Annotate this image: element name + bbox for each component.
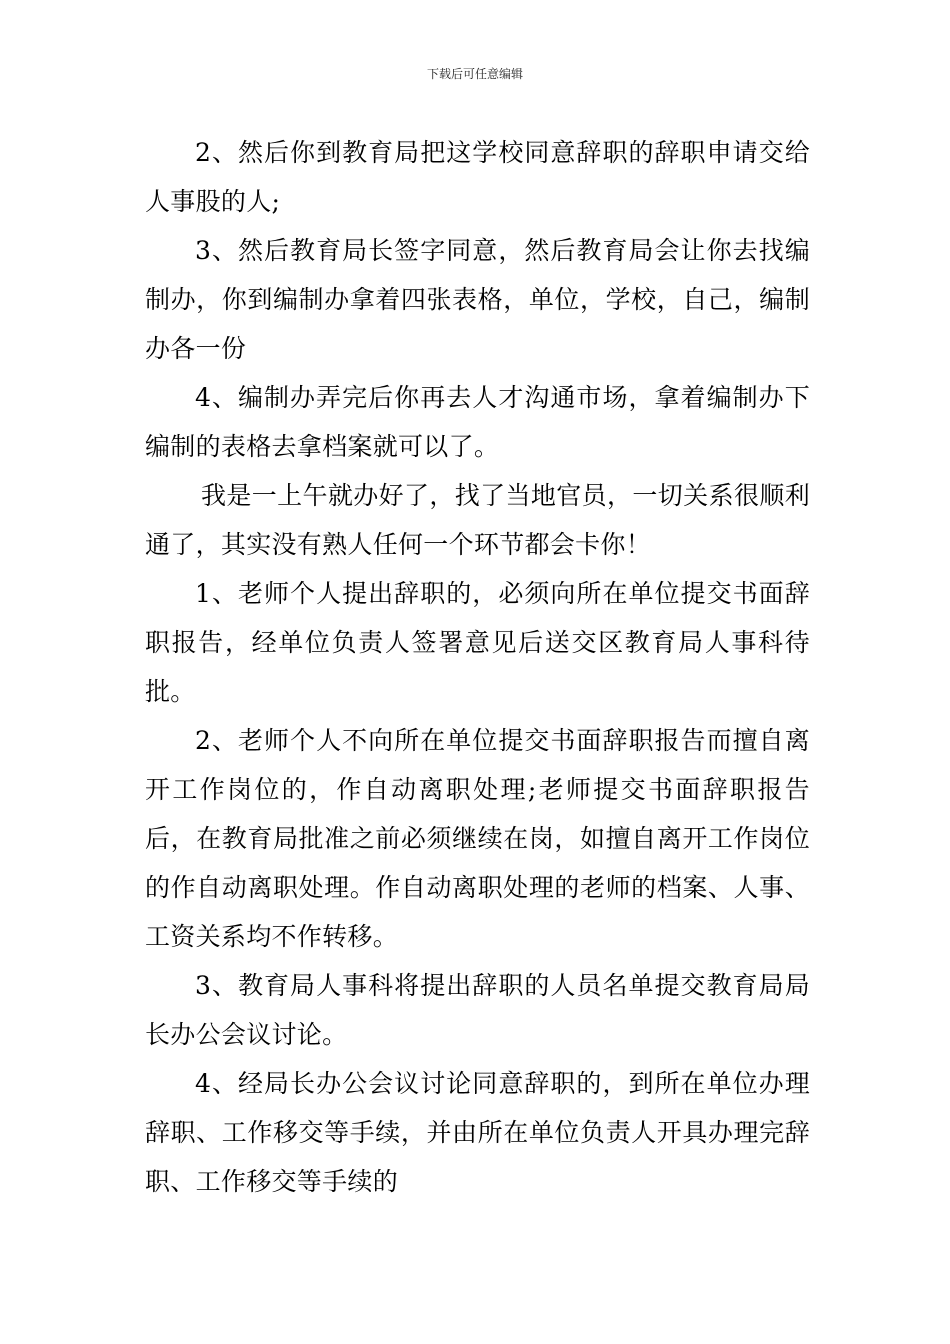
paragraph-rule-1-written-report: 1、老师个人提出辞职的，必须向所在单位提交书面辞职报告，经单位负责人签署意见后送交区教育局人事科待批。 [145,579,810,706]
paragraph-step-4-talent-market: 4、编制办弄完后你再去人才沟通市场，拿着编制办下编制的表格去拿档案就可以了。 [145,383,810,461]
paragraph-rule-3-meeting-discussion: 3、教育局人事科将提出辞职的人员名单提交教育局局长办公会议讨论。 [145,971,810,1049]
paragraph-personal-experience: 我是一上午就办好了，找了当地官员，一切关系很顺利通了，其实没有熟人任何一个环节都会卡你！ [145,481,810,559]
paragraph-rule-4-handover: 4、经局长办公会议讨论同意辞职的，到所在单位办理辞职、工作移交等手续，并由所在单位负责人开具办理完辞职、工作移交等手续的 [145,1069,810,1196]
paragraph-step-3-director-signs: 3、然后教育局长签字同意，然后教育局会让你去找编制办，你到编制办拿着四张表格，单位，学校，自己，编制办各一份 [145,236,810,363]
document-body [145,128,810,1206]
paragraph-rule-2-automatic-resignation: 2、老师个人不向所在单位提交书面辞职报告而擅自离开工作岗位的，作自动离职处理;老师提交书面辞职报告后，在教育局批准之前必须继续在岗，如擅自离开工作岗位的作自动离职处理。作自动离职处理的老师的档案、人事、工资关系均不作转移。 [145,726,810,951]
paragraph-step-2-submit-to-bureau: 2、然后你到教育局把这学校同意辞职的辞职申请交给人事股的人; [145,138,810,216]
page-header: 下载后可任意编辑 [426,67,523,81]
